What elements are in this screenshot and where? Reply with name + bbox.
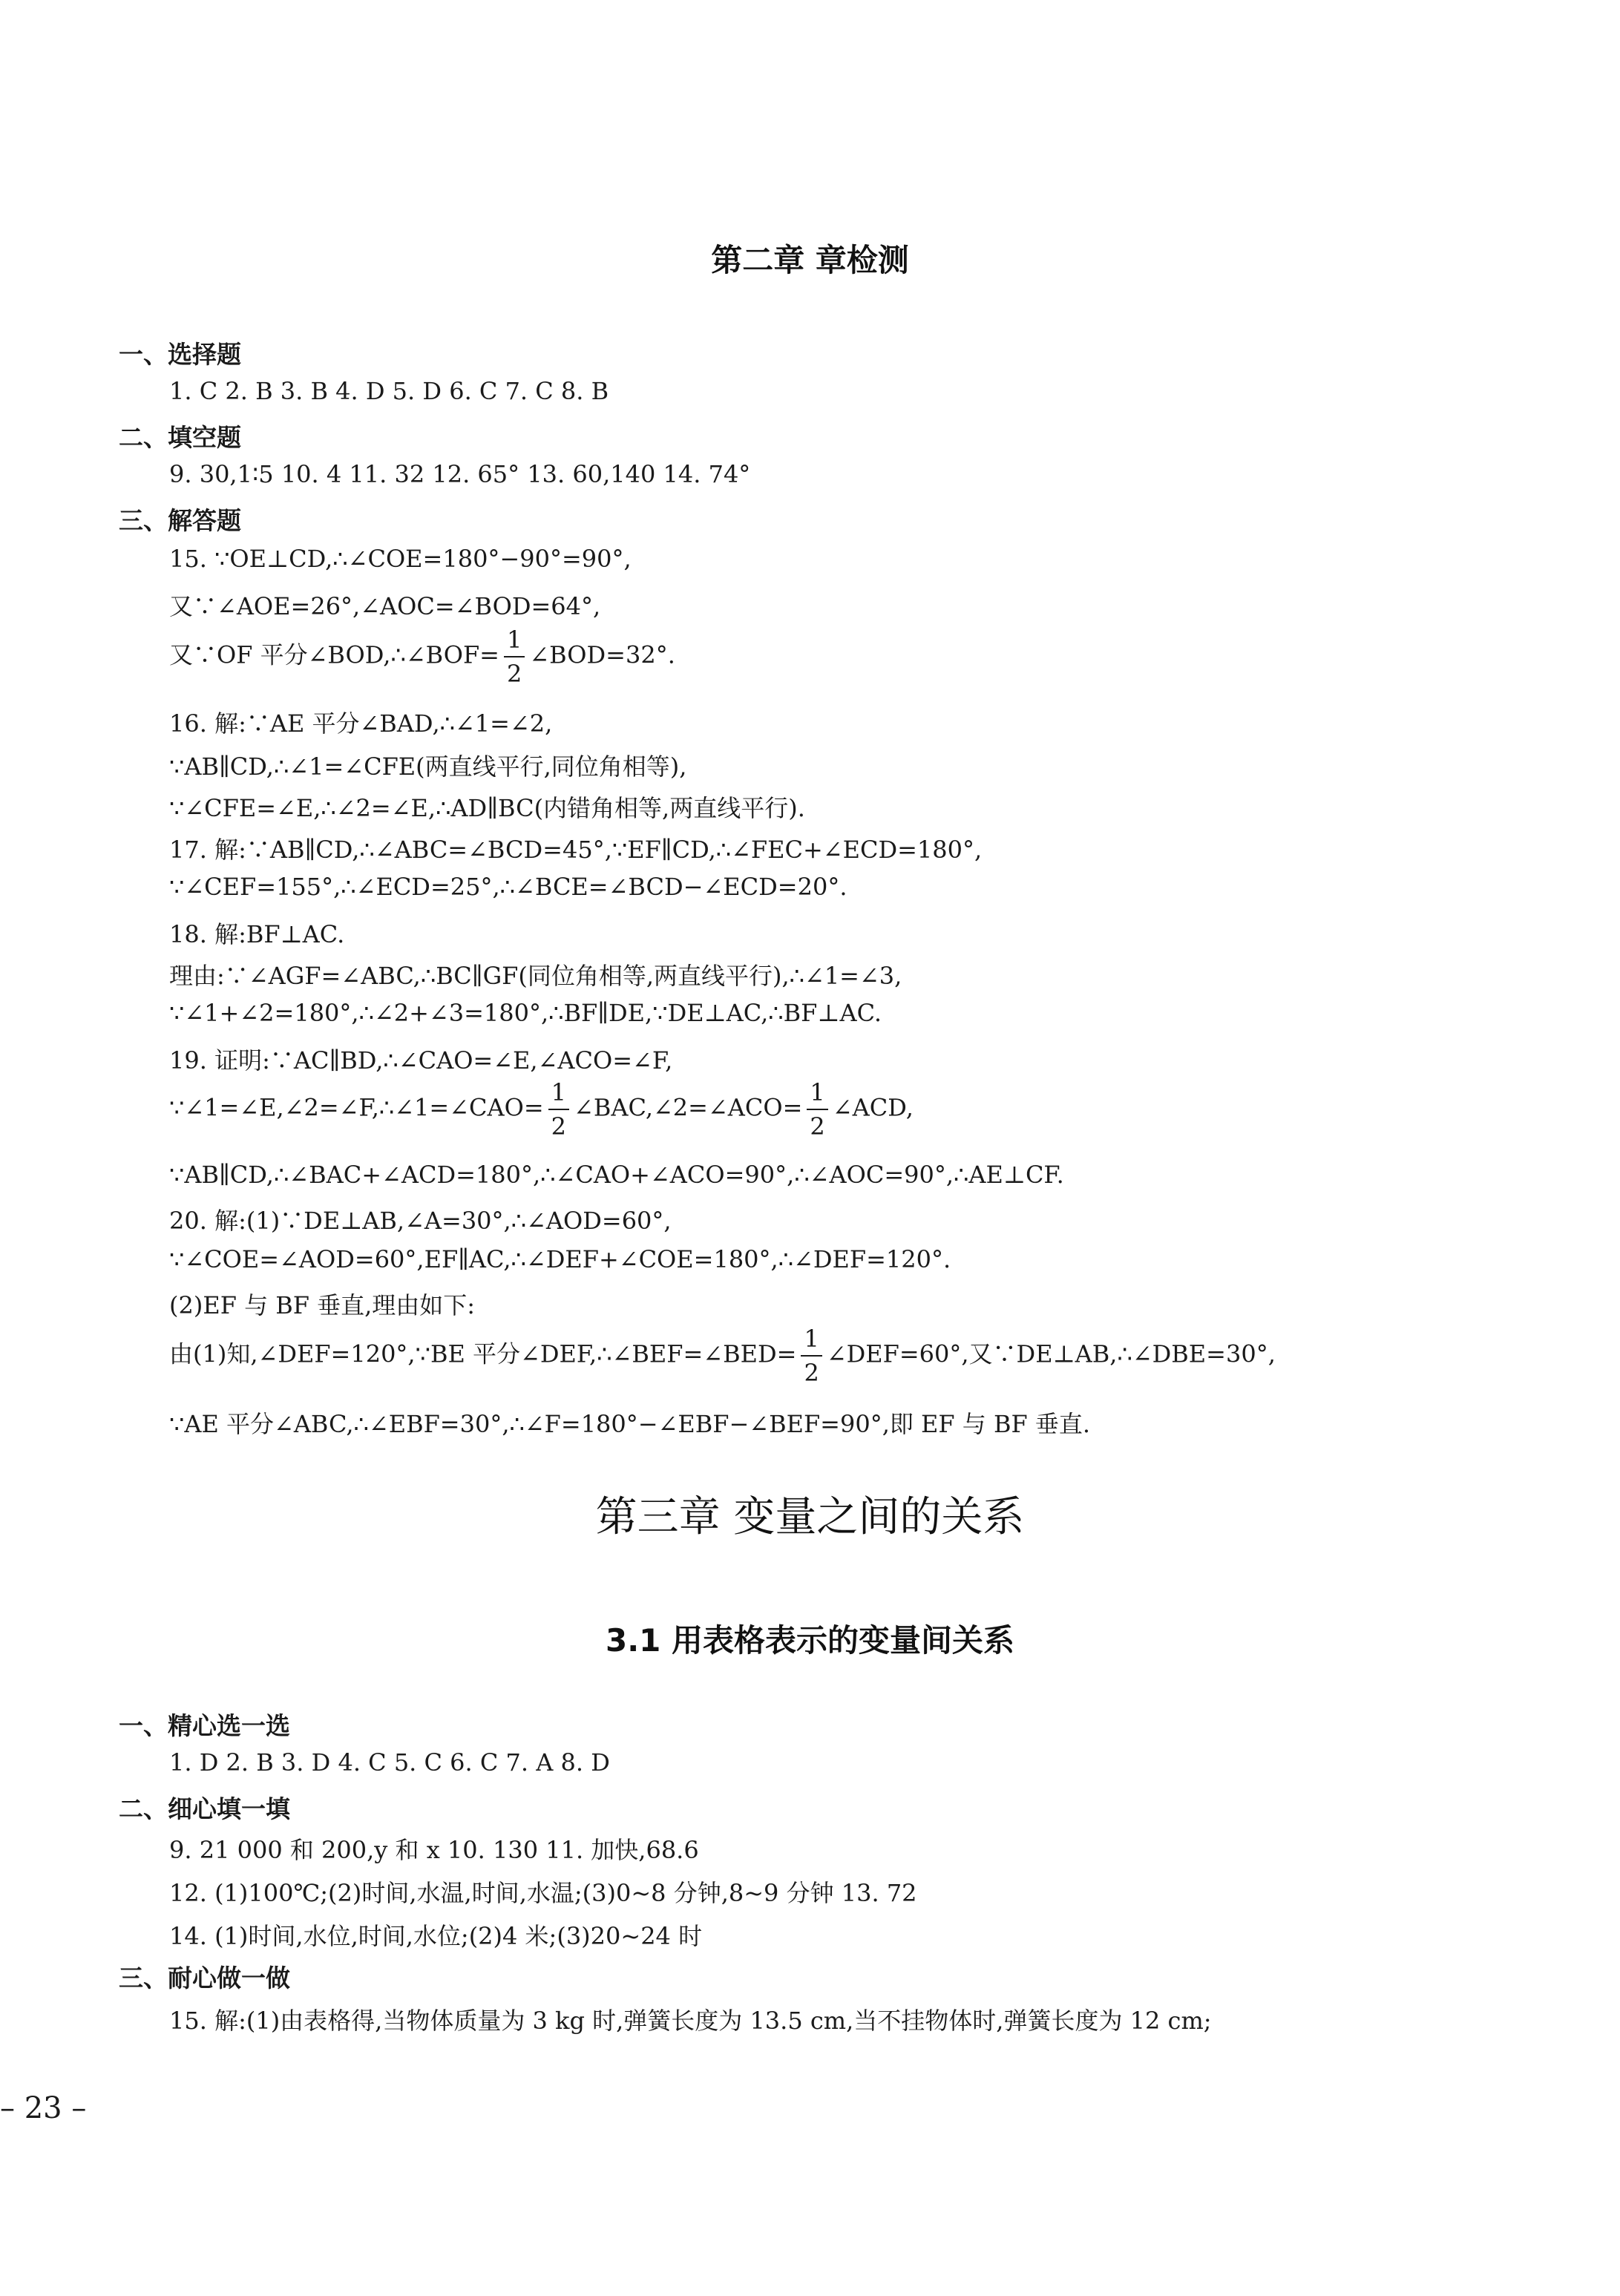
q15-line1: 15. ∵OE⊥CD,∴∠COE=180°−90°=90°, — [169, 545, 632, 573]
section-choice-heading: 一、选择题 — [119, 340, 241, 369]
section-choose-heading: 一、精心选一选 — [119, 1711, 290, 1740]
section-solve-heading: 三、解答题 — [119, 506, 241, 535]
q20-line5: ∵AE 平分∠ABC,∴∠EBF=30°,∴∠F=180°−∠EBF−∠BEF=90°,即 EF 与 BF 垂直. — [169, 1410, 1091, 1438]
section-fill-heading: 二、填空题 — [119, 423, 241, 452]
fill-q9-11: 9. 21 000 和 200,y 和 x 10. 130 11. 加快,68.6 — [169, 1836, 699, 1864]
chapter3-title: 第三章 变量之间的关系 — [595, 1493, 1025, 1541]
section-fill-in-heading: 二、细心填一填 — [119, 1794, 290, 1823]
q15-line3 — [169, 628, 675, 686]
page-number: – 23 – — [0, 2091, 87, 2125]
q19-line3: ∵AB∥CD,∴∠BAC+∠ACD=180°,∴∠CAO+∠ACO=90°,∴∠AOC=90°,∴AE⊥CF. — [169, 1161, 1064, 1189]
q16-line2: ∵AB∥CD,∴∠1=∠CFE(两直线平行,同位角相等), — [169, 752, 687, 781]
fraction-half — [801, 1327, 822, 1385]
q20-line2: ∵∠COE=∠AOD=60°,EF∥AC,∴∠DEF+∠COE=180°,∴∠DEF=120°. — [169, 1245, 951, 1273]
work-q15: 15. 解:(1)由表格得,当物体质量为 3 kg 时,弹簧长度为 13.5 cm,当不挂物体时,弹簧长度为 12 cm; — [169, 2007, 1212, 2035]
section-work-heading: 三、耐心做一做 — [119, 1964, 290, 1992]
fraction-numerator: 1 — [504, 628, 525, 657]
q16-line3: ∵∠CFE=∠E,∴∠2=∠E,∴AD∥BC(内错角相等,两直线平行). — [169, 794, 805, 822]
q19-line1: 19. 证明:∵AC∥BD,∴∠CAO=∠E,∠ACO=∠F, — [169, 1046, 673, 1075]
fill-q14: 14. (1)时间,水位,时间,水位;(2)4 米;(3)20~24 时 — [169, 1922, 703, 1950]
fraction-half — [807, 1078, 827, 1141]
fraction-half — [548, 1078, 569, 1141]
q20-line4-part2: ∠DEF=60°,又∵DE⊥AB,∴∠DBE=30°, — [826, 1339, 1276, 1368]
q19-line2-part1: ∵∠1=∠E,∠2=∠F,∴∠1=∠CAO= — [169, 1093, 544, 1122]
q16-line1: 16. 解:∵AE 平分∠BAD,∴∠1=∠2, — [169, 709, 553, 738]
q20-line3: (2)EF 与 BF 垂直,理由如下: — [169, 1291, 476, 1319]
q18-line1: 18. 解:BF⊥AC. — [169, 920, 345, 948]
choice-answers: 1. C 2. B 3. B 4. D 5. D 6. C 7. C 8. B — [169, 377, 609, 405]
q20-line1: 20. 解:(1)∵DE⊥AB,∠A=30°,∴∠AOD=60°, — [169, 1207, 672, 1235]
q15-line2: 又∵∠AOE=26°,∠AOC=∠BOD=64°, — [169, 592, 601, 620]
fraction-denominator: 2 — [551, 1112, 567, 1141]
fraction-denominator: 2 — [810, 1112, 825, 1141]
fraction-denominator: 2 — [804, 1359, 819, 1387]
chapter2-title: 第二章 章检测 — [711, 242, 909, 278]
fraction-numerator: 1 — [807, 1080, 827, 1110]
q18-line2: 理由:∵∠AGF=∠ABC,∴BC∥GF(同位角相等,两直线平行),∴∠1=∠3, — [169, 962, 902, 990]
fill-answers: 9. 30,1∶5 10. 4 11. 32 12. 65° 13. 60,140 14. 74° — [169, 460, 751, 488]
choose-answers: 1. D 2. B 3. D 4. C 5. C 6. C 7. A 8. D — [169, 1748, 610, 1777]
q19-line2 — [169, 1078, 914, 1141]
q19-line2-part3: ∠ACD, — [832, 1093, 914, 1122]
q15-line3-part2: ∠BOD=32°. — [529, 640, 675, 669]
q17-line1: 17. 解:∵AB∥CD,∴∠ABC=∠BCD=45°,∵EF∥CD,∴∠FEC+∠ECD=180°, — [169, 836, 983, 864]
q20-line4 — [169, 1327, 1276, 1385]
fraction-denominator: 2 — [507, 660, 522, 688]
q19-line2-part2: ∠BAC,∠2=∠ACO= — [574, 1093, 803, 1122]
fraction-numerator: 1 — [548, 1080, 569, 1110]
fraction-numerator: 1 — [801, 1327, 822, 1357]
section31-title: 3.1 用表格表示的变量间关系 — [605, 1622, 1015, 1659]
q20-line4-part1: 由(1)知,∠DEF=120°,∵BE 平分∠DEF,∴∠BEF=∠BED= — [169, 1339, 797, 1368]
q18-line3: ∵∠1+∠2=180°,∴∠2+∠3=180°,∴BF∥DE,∵DE⊥AC,∴BF⊥AC. — [169, 999, 882, 1027]
q15-line3-part1: 又∵OF 平分∠BOD,∴∠BOF= — [169, 640, 499, 669]
fill-q12-13: 12. (1)100℃;(2)时间,水温,时间,水温;(3)0~8 分钟,8~9 分钟 13. 72 — [169, 1879, 917, 1907]
fraction-half — [504, 628, 525, 686]
q17-line2: ∵∠CEF=155°,∴∠ECD=25°,∴∠BCE=∠BCD−∠ECD=20°. — [169, 873, 847, 901]
